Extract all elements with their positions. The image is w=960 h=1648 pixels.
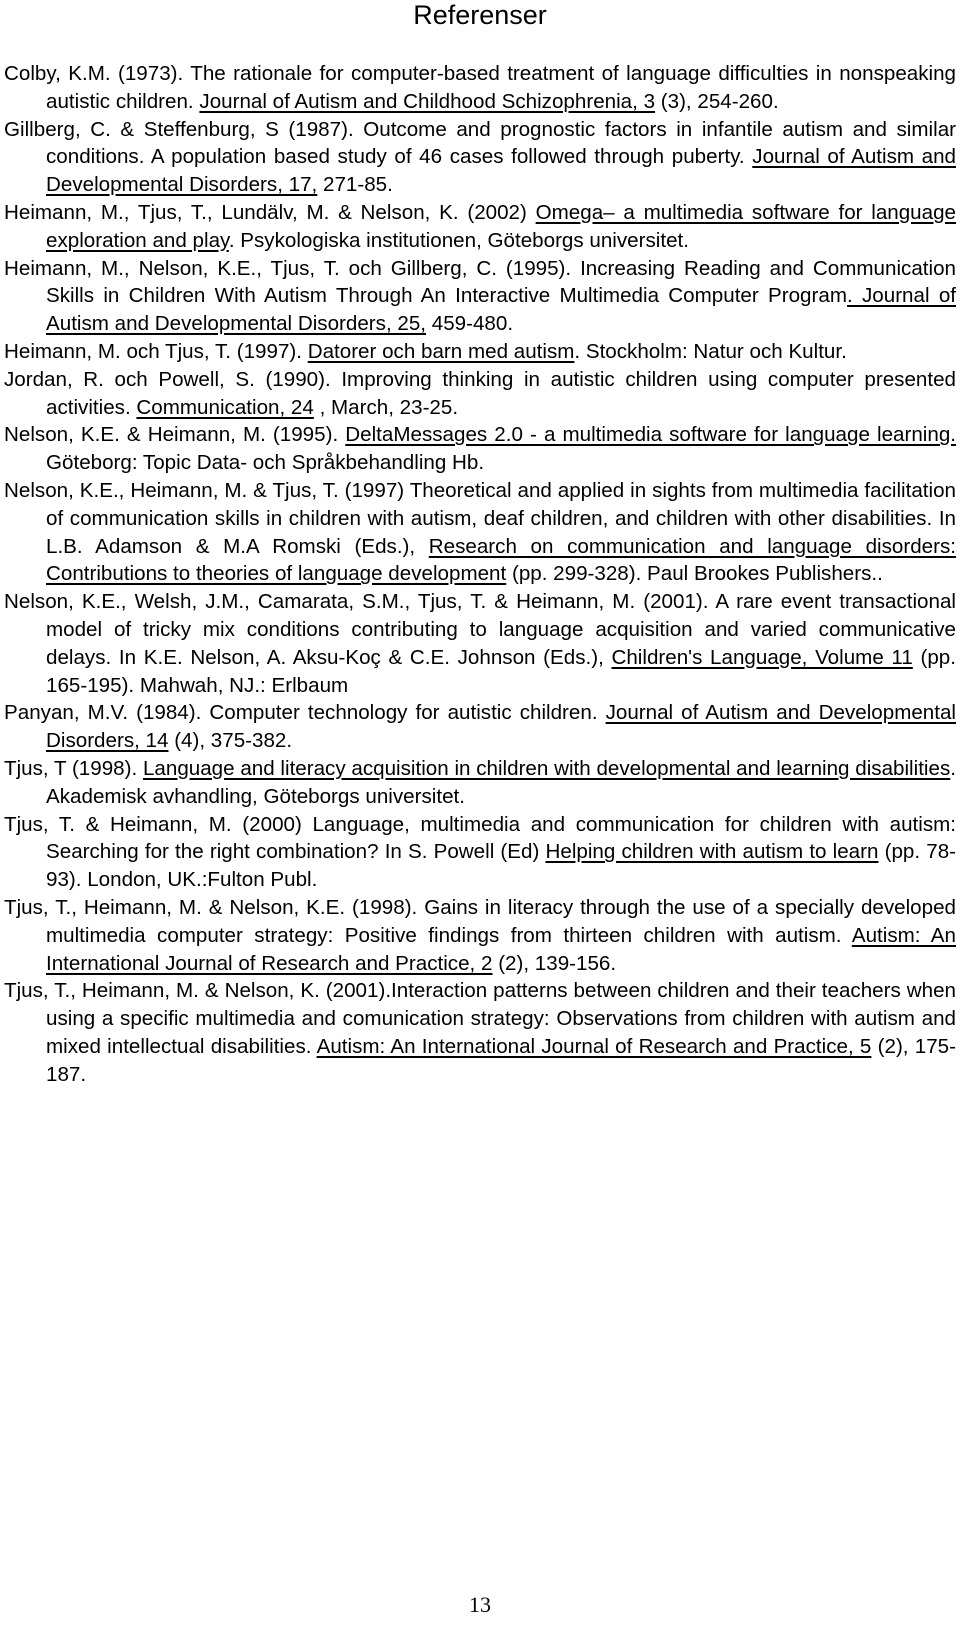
reference-text: Nelson, K.E., Heimann, M. & Tjus, T. (1997) Theoretical and applied in sights from multimedia facilitation of communication skills in children with autism, deaf children, and children with other disabilities. In L.B. Adamson & M.A Romski (Eds.), <box>4 478 956 558</box>
reference-text: Nelson, K.E. & Heimann, M. (1995). <box>4 423 346 447</box>
reference-entry <box>4 588 956 699</box>
reference-entry <box>4 755 956 811</box>
reference-text: (pp. 299-328). Paul Brookes Publishers.. <box>506 562 883 586</box>
reference-text: Gillberg, C. & Steffenburg, S (1987). Outcome and prognostic factors in infantile autism and similar conditions. A population based study of 46 cases followed through puberty. <box>4 117 956 169</box>
reference-source-title: . Journal of Autism and Developmental Disorders, 25, <box>46 284 956 336</box>
reference-source-title: DeltaMessages 2.0 - a multimedia software for language learning. <box>345 423 956 447</box>
reference-entry <box>4 255 956 338</box>
reference-source-title: Autism: An International Journal of Research and Practice, 2 <box>46 923 956 975</box>
reference-source-title: Children's Language, Volume 11 <box>611 645 913 669</box>
reference-source-title: Helping children with autism to learn <box>545 840 879 864</box>
page-title: Referenser <box>413 0 547 30</box>
reference-text: Jordan, R. och Powell, S. (1990). Improving thinking in autistic children using computer presented activities. <box>4 367 956 419</box>
reference-source-title: Omega– a multimedia software for language exploration and play <box>46 200 956 252</box>
reference-text: . Akademisk avhandling, Göteborgs universitet. <box>46 756 956 808</box>
reference-text: Heimann, M., Nelson, K.E., Tjus, T. och Gillberg, C. (1995). Increasing Reading and Communication Skills in Children With Autism Through An Interactive Multimedia Computer Program <box>4 256 956 308</box>
reference-text: 459-480. <box>426 312 514 336</box>
reference-entry <box>4 699 956 755</box>
reference-source-title: Journal of Autism and Developmental Disorders, 17, <box>46 145 956 197</box>
reference-entry <box>4 894 956 977</box>
reference-text: Heimann, M., Tjus, T., Lundälv, M. & Nelson, K. (2002) <box>4 200 536 224</box>
reference-text: (pp. 78-93). London, UK.:Fulton Publ. <box>46 840 957 892</box>
reference-text: Tjus, T. & Heimann, M. (2000) Language, multimedia and communication for children with autism: Searching for the right combination? In S. Powell (Ed) <box>4 812 956 864</box>
reference-source-title: Communication, 24 <box>136 395 314 419</box>
reference-text: (3), 254-260. <box>655 89 779 113</box>
reference-text: Panyan, M.V. (1984). Computer technology for autistic children. <box>4 701 606 725</box>
reference-text: . Psykologiska institutionen, Göteborgs universitet. <box>228 228 689 252</box>
reference-source-title: Autism: An International Journal of Research and Practice, 5 <box>316 1034 872 1058</box>
reference-source-title: Journal of Autism and Developmental Disorders, 14 <box>46 701 957 753</box>
reference-entry <box>4 477 956 588</box>
reference-text: 271-85. <box>317 173 393 197</box>
reference-text: . Stockholm: Natur och Kultur. <box>574 339 847 363</box>
reference-text: (2), 139-156. <box>492 951 617 975</box>
reference-text: (pp. 165-195). Mahwah, NJ.: Erlbaum <box>46 645 956 697</box>
reference-entry <box>4 116 956 199</box>
reference-list <box>4 60 956 1088</box>
reference-text: Göteborg: Topic Data- och Språkbehandling Hb. <box>46 451 485 475</box>
reference-entry <box>4 421 956 477</box>
reference-source-title: Language and literacy acquisition in children with developmental and learning disabilities <box>142 756 951 780</box>
reference-text: Tjus, T., Heimann, M. & Nelson, K. (2001).Interaction patterns between children and their teachers when using a specific multimedia and comunication strategy: Observations from children with autism and mixed intellectual disabilities. <box>4 979 956 1058</box>
reference-source-title: Journal of Autism and Childhood Schizophrenia, 3 <box>199 89 656 113</box>
reference-text: Tjus, T (1998). <box>4 756 143 780</box>
reference-entry <box>4 199 956 255</box>
reference-text: Heimann, M. och Tjus, T. (1997). <box>4 339 308 363</box>
reference-text: Colby, K.M. (1973). The rationale for computer-based treatment of language difficulties in nonspeaking autistic children. <box>4 62 956 113</box>
reference-entry <box>4 366 956 422</box>
reference-text: (4), 375-382. <box>168 729 293 753</box>
page-number: 13 <box>469 1592 491 1617</box>
reference-text: Tjus, T., Heimann, M. & Nelson, K.E. (1998). Gains in literacy through the use of a specially developed multimedia computer strategy: Positive findings from thirteen children with autism. <box>4 895 956 947</box>
reference-source-title: Research on communication and language disorders: Contributions to theories of language development <box>46 534 956 586</box>
reference-text: , March, 23-25. <box>313 395 459 419</box>
reference-text: Nelson, K.E., Welsh, J.M., Camarata, S.M., Tjus, T. & Heimann, M. (2001). A rare event transactional model of tricky mix conditions contributing to language acquisition and varied communicative delays. In K.E. Nelson, A. Aksu-Koç & C.E. Johnson (Eds.), <box>4 590 956 669</box>
reference-entry <box>4 811 956 894</box>
reference-source-title: Datorer och barn med autism <box>307 339 575 363</box>
reference-text: (2), 175-187. <box>46 1034 956 1086</box>
reference-entry <box>4 338 956 366</box>
reference-entry <box>4 60 956 116</box>
reference-entry <box>4 977 956 1088</box>
